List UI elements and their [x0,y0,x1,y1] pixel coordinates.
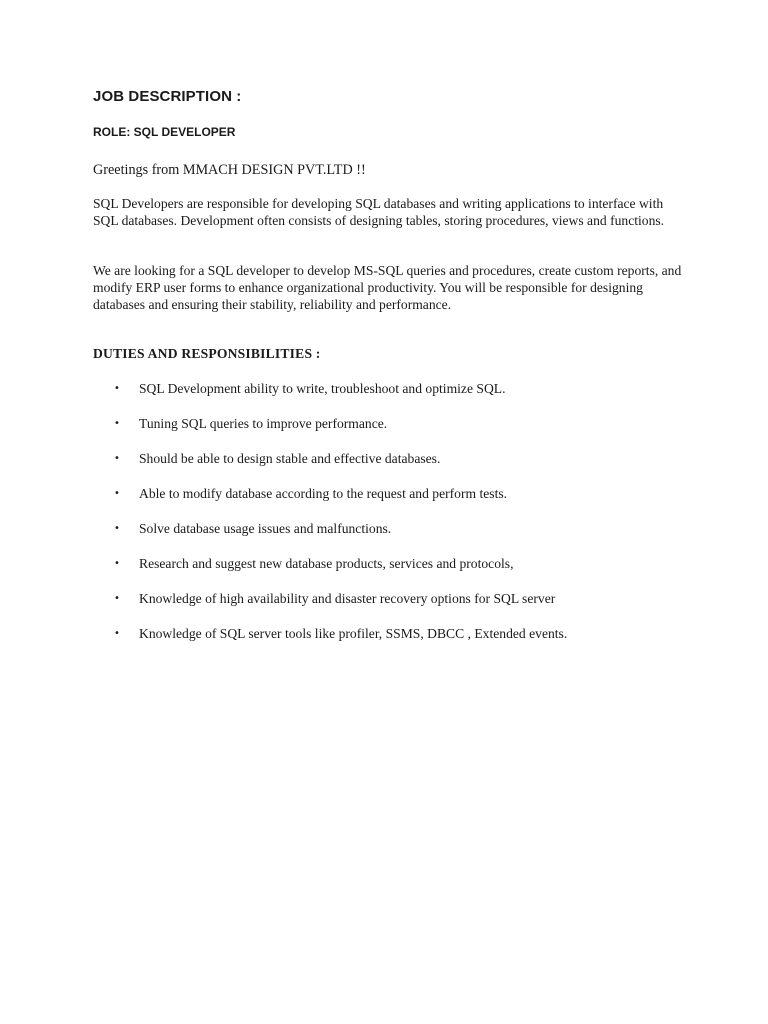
duty-item [0,450,768,485]
duty-item [0,485,768,520]
bullet-icon: • [114,558,120,569]
duty-text: Should be able to design stable and effective databases. [139,451,441,466]
duty-text: Solve database usage issues and malfunctions. [139,521,392,536]
duty-text: Research and suggest new database products, services and protocols, [139,556,514,571]
duty-text: Knowledge of high availability and disaster recovery options for SQL server [139,591,556,606]
duty-item [0,520,768,555]
duties-list [0,380,768,660]
bullet-icon: • [114,383,120,394]
bullet-icon: • [114,593,120,604]
duty-item [0,555,768,590]
bullet-icon: • [114,523,120,534]
bullet-icon: • [114,628,120,639]
duty-item [0,590,768,625]
greeting-line: Greetings from MMACH DESIGN PVT.LTD !! [93,162,366,178]
bullet-icon: • [114,453,120,464]
role-heading: ROLE: SQL DEVELOPER [93,125,236,139]
duty-text: Tuning SQL queries to improve performance. [139,416,388,431]
looking-for-paragraph: We are looking for a SQL developer to develop MS-SQL queries and procedures, create custom reports, and modify ERP user forms to enhance organizational productivity. You will be responsible for designing databases and ensuring their stability, reliability and performance. [93,263,682,312]
duty-text: Able to modify database according to the request and perform tests. [139,486,508,501]
bullet-icon: • [114,488,120,499]
bullet-icon: • [114,418,120,429]
intro-paragraph: SQL Developers are responsible for developing SQL databases and writing applications to interface with SQL databases. Development often consists of designing tables, storing procedures, views and functions. [93,196,665,228]
duty-text: SQL Development ability to write, troubleshoot and optimize SQL. [139,381,506,396]
duty-item [0,380,768,415]
job-description-heading: JOB DESCRIPTION : [93,88,242,105]
duty-item [0,415,768,450]
duties-heading: DUTIES AND RESPONSIBILITIES : [93,346,321,361]
duty-text: Knowledge of SQL server tools like profiler, SSMS, DBCC , Extended events. [139,626,568,641]
duty-item [0,625,768,660]
